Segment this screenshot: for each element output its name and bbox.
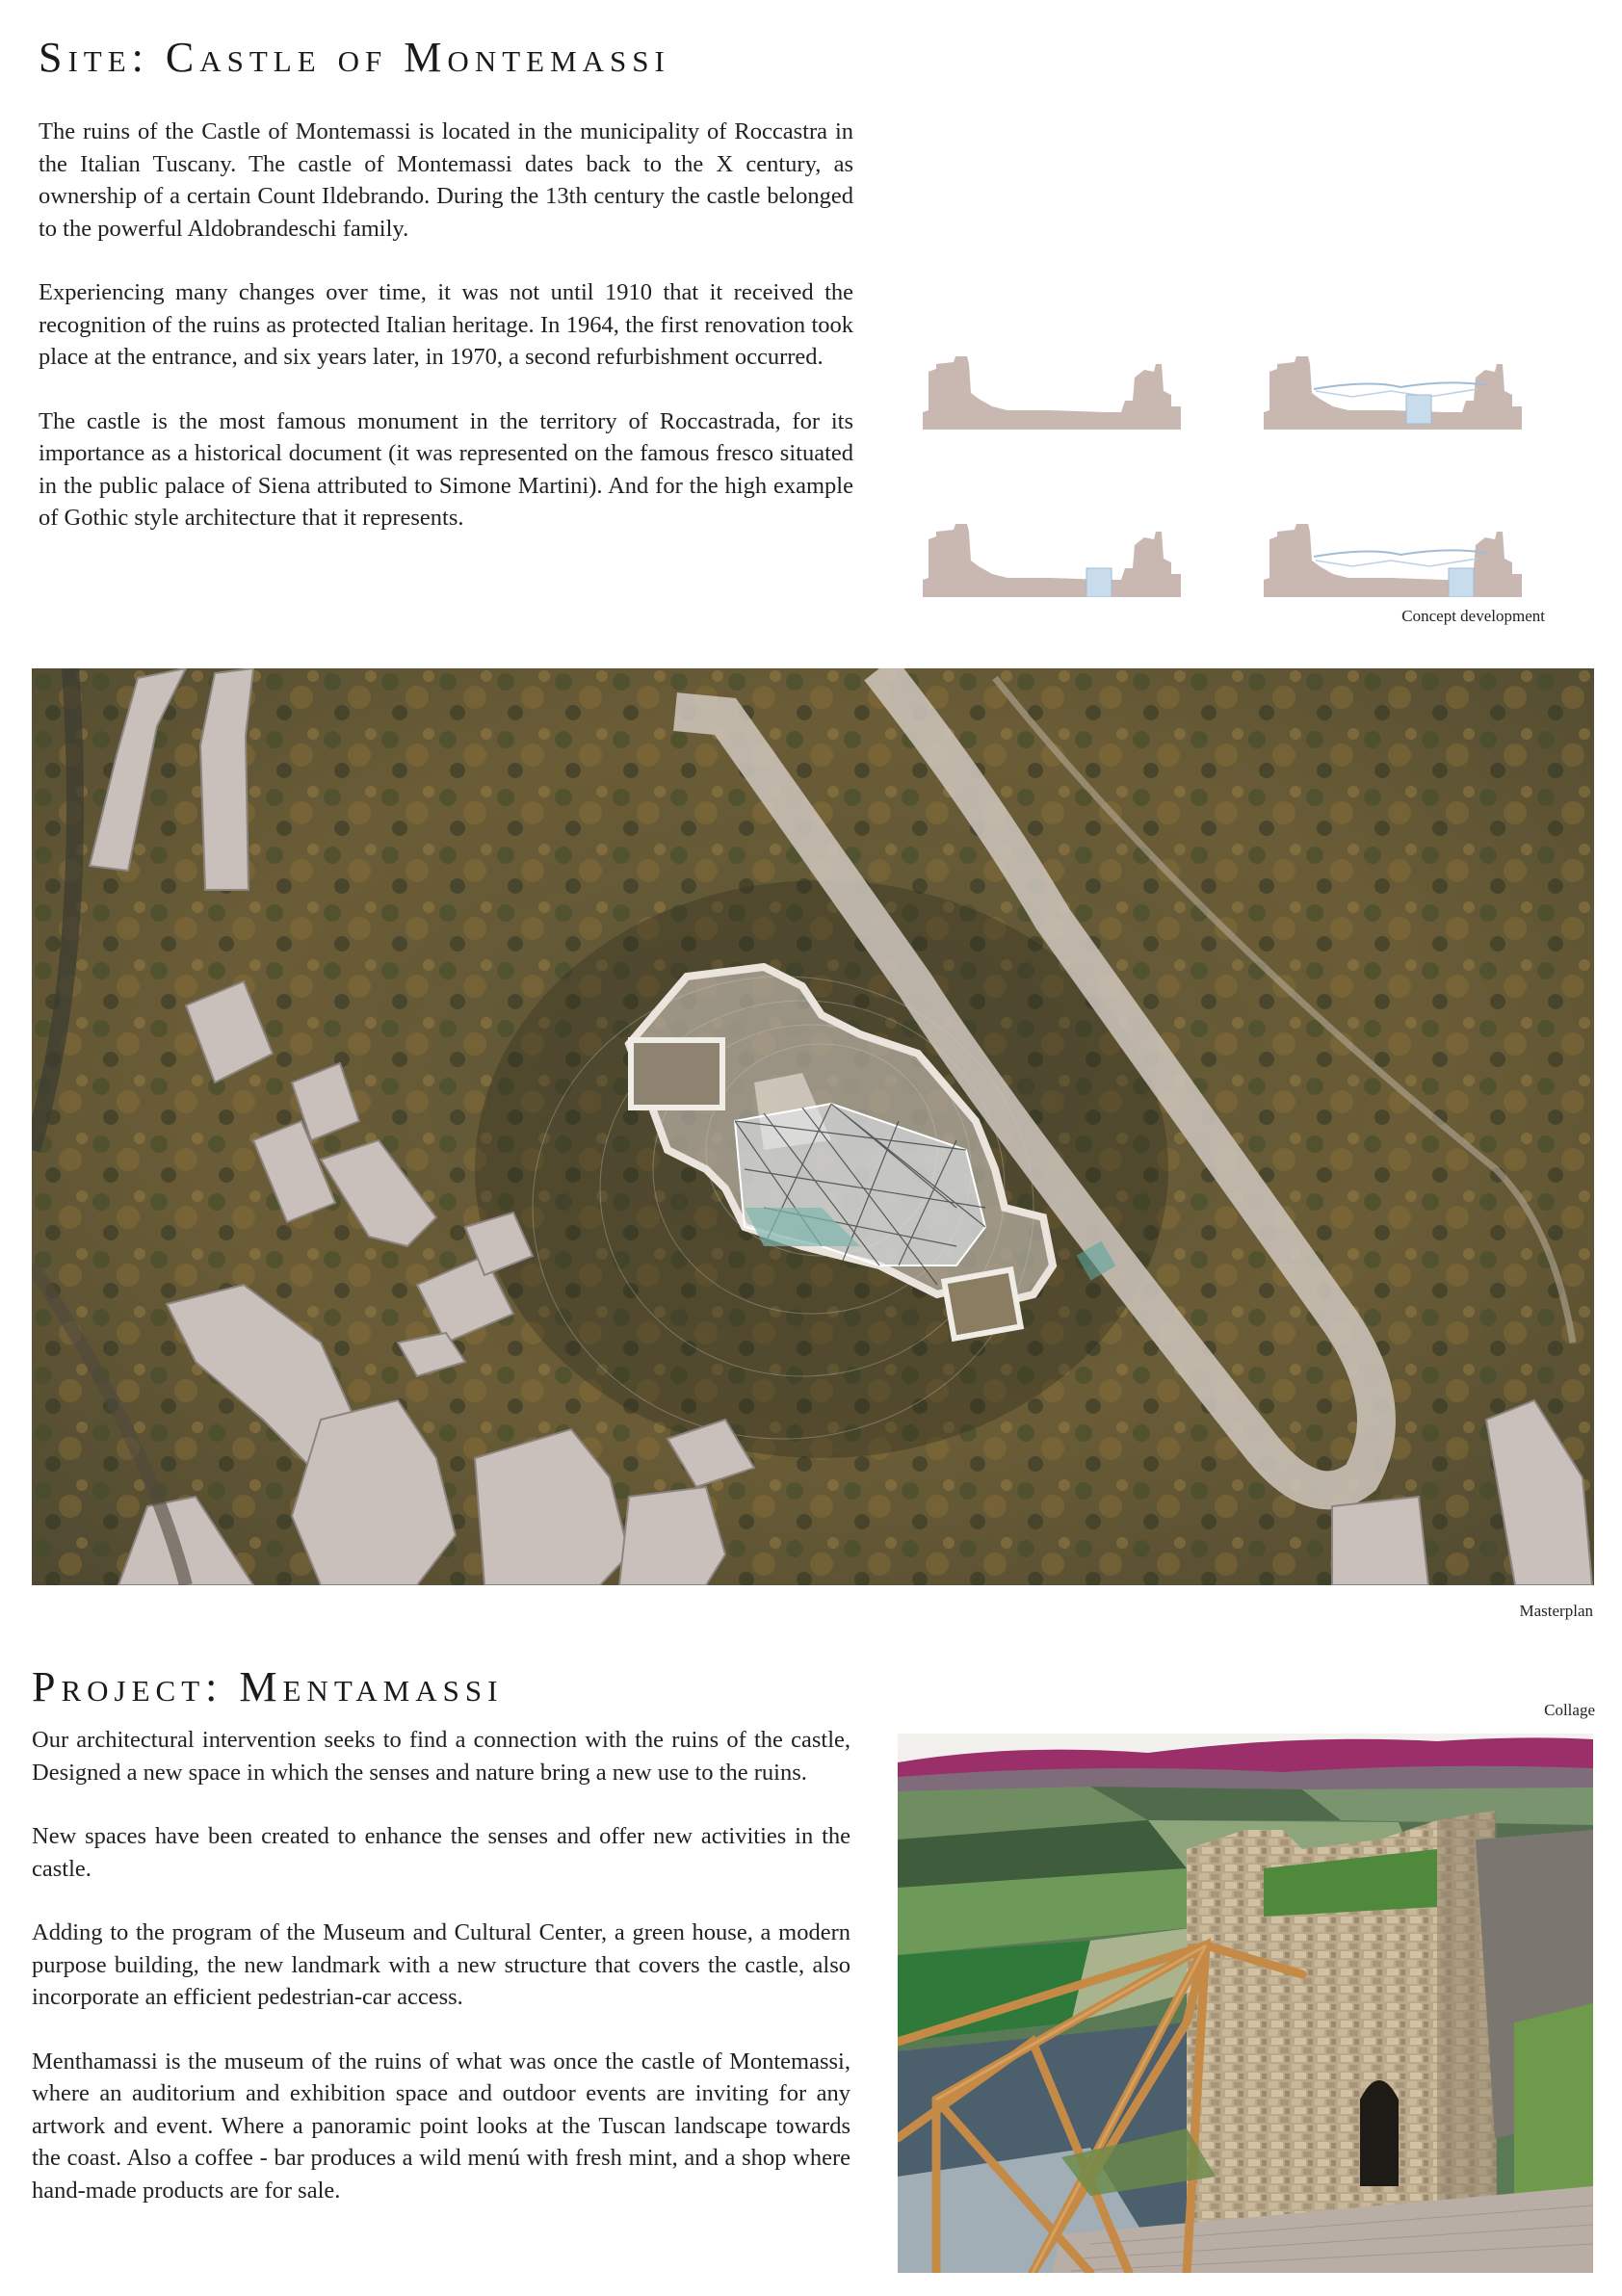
- masterplan-caption: Masterplan: [1519, 1602, 1593, 1620]
- concept-diagram-2: [1264, 356, 1522, 430]
- collage-caption: Collage: [1544, 1701, 1595, 1719]
- site-paragraph-1: The ruins of the Castle of Montemassi is located in the municipality of Roccastra in the Italian Tuscany. The castle of Montemassi dates back to the X century, as ownership of a certain Count Ildebrando. During the 13th century the castle belonged to the powerful Aldobrandeschi family.: [39, 118, 853, 242]
- site-paragraph-2: Experiencing many changes over time, it was not until 1910 that it received the recognition of the ruins as protected Italian heritage. In 1964, the first renovation took place at the entrance, and six years later, in 1970, a second refurbishment occurred.: [39, 279, 853, 370]
- site-text: [39, 116, 853, 535]
- concept-diagram-4: [1264, 524, 1522, 597]
- project-paragraph-4: Menthamassi is the museum of the ruins of what was once the castle of Montemassi, where an auditorium and exhibition space and outdoor events are inviting for any artwork and event. Where a panoramic point looks at the Tuscan landscape towards the coast. Also a coffee - bar produces a wild menú with fresh mint, and a shop where hand-made products are for sale.: [32, 2048, 850, 2204]
- masterplan-image: [32, 668, 1594, 1585]
- concept-diagrams: [915, 347, 1541, 597]
- site-paragraph-3: The castle is the most famous monument in the territory of Roccastrada, for its importance as a historical document (it was represented on the famous fresco situated in the public palace of Siena attributed to Simone Martini). And for the high example of Gothic style architecture that it represents.: [39, 407, 853, 531]
- project-paragraph-2: New spaces have been created to enhance the senses and offer new activities in the castle.: [32, 1823, 850, 1882]
- project-text: [32, 1724, 850, 2206]
- project-title: Project: Mentamassi: [32, 1663, 504, 1710]
- project-paragraph-1: Our architectural intervention seeks to find a connection with the ruins of the castle, Designed a new space in which the senses and nature bring a new use to the ruins.: [32, 1727, 850, 1786]
- castle-tower: [1187, 1811, 1497, 2234]
- concept-diagram-1: [923, 356, 1181, 430]
- site-title: Site: Castle of Montemassi: [39, 34, 670, 81]
- project-paragraph-3: Adding to the program of the Museum and Cultural Center, a green house, a modern purpose building, the new landmark with a new structure that covers the castle, also incorporate an efficient pedestrian-car access.: [32, 1919, 850, 2010]
- collage-image: [898, 1734, 1593, 2273]
- concept-caption: Concept development: [1401, 607, 1545, 625]
- concept-diagram-3: [923, 524, 1181, 597]
